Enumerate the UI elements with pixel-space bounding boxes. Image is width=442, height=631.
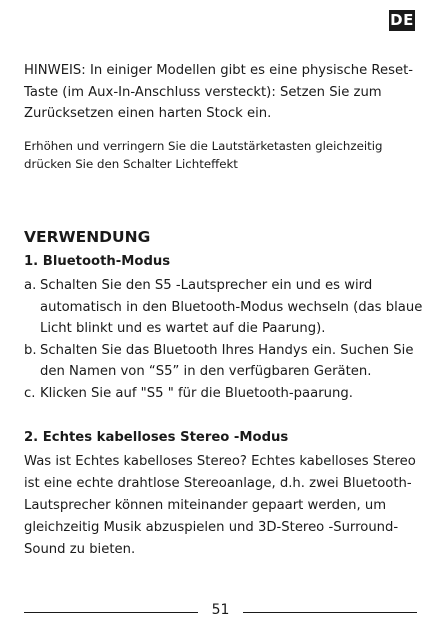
page-number: 51 bbox=[211, 602, 230, 618]
list-item-text: Klicken Sie auf "S5 " für die Bluetooth-paarung. bbox=[40, 385, 353, 401]
notice-paragraph: HINWEIS: In einiger Modellen gibt es eine physische Reset-Taste (im Aux-In-Anschluss versteckt): Setzen Sie zum Zurücksetzen einen harten Stock ein. bbox=[24, 63, 414, 121]
footer-rule-left bbox=[24, 612, 198, 613]
tws-paragraph: Was ist Echtes kabelloses Stereo? Echtes kabelloses Stereo ist eine echte drahtlose Stereoanlage, d.h. zwei Bluetooth-Lautsprecher können miteinander gepaart werden, um gleichzeitig Musik abzuspielen und 3D-Stereo -Surround-Sound zu bieten. bbox=[24, 454, 416, 557]
list-item bbox=[24, 340, 432, 383]
light-effect-note: Erhöhen und verringern Sie die Lautstärketasten gleichzeitig drücken Sie den Schalter Lichteffekt bbox=[24, 139, 383, 171]
page-footer bbox=[0, 600, 442, 626]
list-item-text: Schalten Sie den S5 -Lautsprecher ein und es wird automatisch in den Bluetooth-Modus wechseln (das blaue Licht blinkt und es wartet auf die Paarung). bbox=[40, 278, 423, 336]
footer-rule-right bbox=[243, 612, 417, 613]
bluetooth-mode-title: 1. Bluetooth-Modus bbox=[24, 254, 171, 269]
list-item bbox=[24, 275, 432, 340]
language-badge: DE bbox=[390, 11, 414, 29]
list-marker: c. bbox=[24, 385, 36, 401]
list-marker: b. bbox=[24, 342, 37, 358]
list-item bbox=[24, 383, 432, 405]
list-marker: a. bbox=[24, 278, 37, 293]
bluetooth-steps bbox=[24, 275, 432, 404]
list-item-text: Schalten Sie das Bluetooth Ihres Handys ein. Suchen Sie den Namen von “S5” in den verfügbaren Geräten. bbox=[40, 342, 414, 379]
tws-mode-title: 2. Echtes kabelloses Stereo -Modus bbox=[24, 430, 289, 445]
section-title: VERWENDUNG bbox=[24, 228, 151, 246]
